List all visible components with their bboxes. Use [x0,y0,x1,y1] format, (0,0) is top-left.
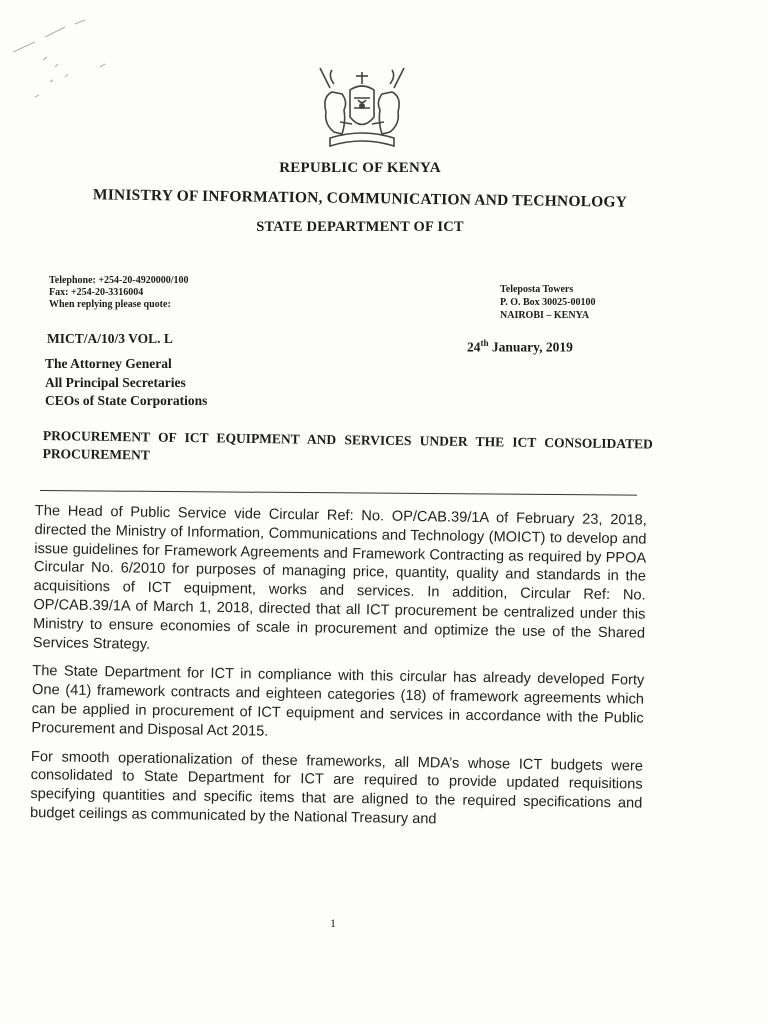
subject-divider [40,490,637,496]
page-number: 1 [330,916,336,930]
date-rest: January, 2019 [488,339,573,355]
coat-of-arms-emblem [312,62,412,154]
city-line: NAIROBI – KENYA [500,310,590,321]
po-box-line: P. O. Box 30025-00100 [500,297,596,308]
building-line: Teleposta Towers [500,284,574,295]
letterhead-ministry: MINISTRY OF INFORMATION, COMMUNICATION AND TECHNOLOGY [92,186,628,211]
date-suffix: th [480,338,489,348]
body-paragraph: The Head of Public Service vide Circular Ref: No. OP/CAB.39/1A of February 23, 2018, directed the Ministry of Information, Communications and Technology (MOICT) to develop and issue guidelines for Framework Agreements and Framework Contracting as required by PPOA Circular No. 6/2010 for purposes of managing price, quantity, quality and standards in the acquisitions of ICT equipment, works and services. In addition, Circular Ref: No. OP/CAB.39/1A of March 1, 2018, directed that all ICT procurement be centralized under this Ministry to ensure economies of scale in procurement and optimize the use of the Shared Services Strategy. [32,502,647,653]
scan-smudge-marks [5,12,115,107]
contact-block-right [500,283,595,322]
reference-number: MICT/A/10/3 VOL. L [47,331,173,346]
body-paragraph: For smooth operationalization of these frameworks, all MDA’s whose ICT budgets were consolidated to State Department for ICT are required to provide updated requisitions specifying quantities and specific items that are aligned to the required specifications and budget ceilings as communicated by the National Treasury and [29,748,644,828]
date-day: 24 [467,339,481,355]
subject-heading: PROCUREMENT OF ICT EQUIPMENT AND SERVICES UNDER THE ICT CONSOLIDATED PROCUREMENT [42,427,653,463]
addressee-line: All Principal Secretaries [45,374,186,390]
addressee-line: CEOs of State Corporations [45,393,208,408]
addressee-line: The Attorney General [45,356,172,371]
letter-date [467,338,573,356]
reply-note: When replying please quote: [49,299,171,310]
addressee-list [45,355,207,411]
letterhead-republic: REPUBLIC OF KENYA [279,160,441,176]
fax-line: Fax: +254-20-3316004 [49,287,144,298]
body-paragraph: The State Department for ICT in compliance with this circular has already developed Forty One (41) framework contracts and eighteen categories (18) of framework agreements which can be applied in procurement of ICT equipment and services in accordance with the Public Procurement and Disposal Act 2015. [31,663,645,740]
contact-block-left [49,275,189,311]
telephone-line: Telephone: +254-20-4920000/100 [49,275,189,286]
letter-body [30,502,647,842]
letterhead-department: STATE DEPARTMENT OF ICT [256,219,464,235]
